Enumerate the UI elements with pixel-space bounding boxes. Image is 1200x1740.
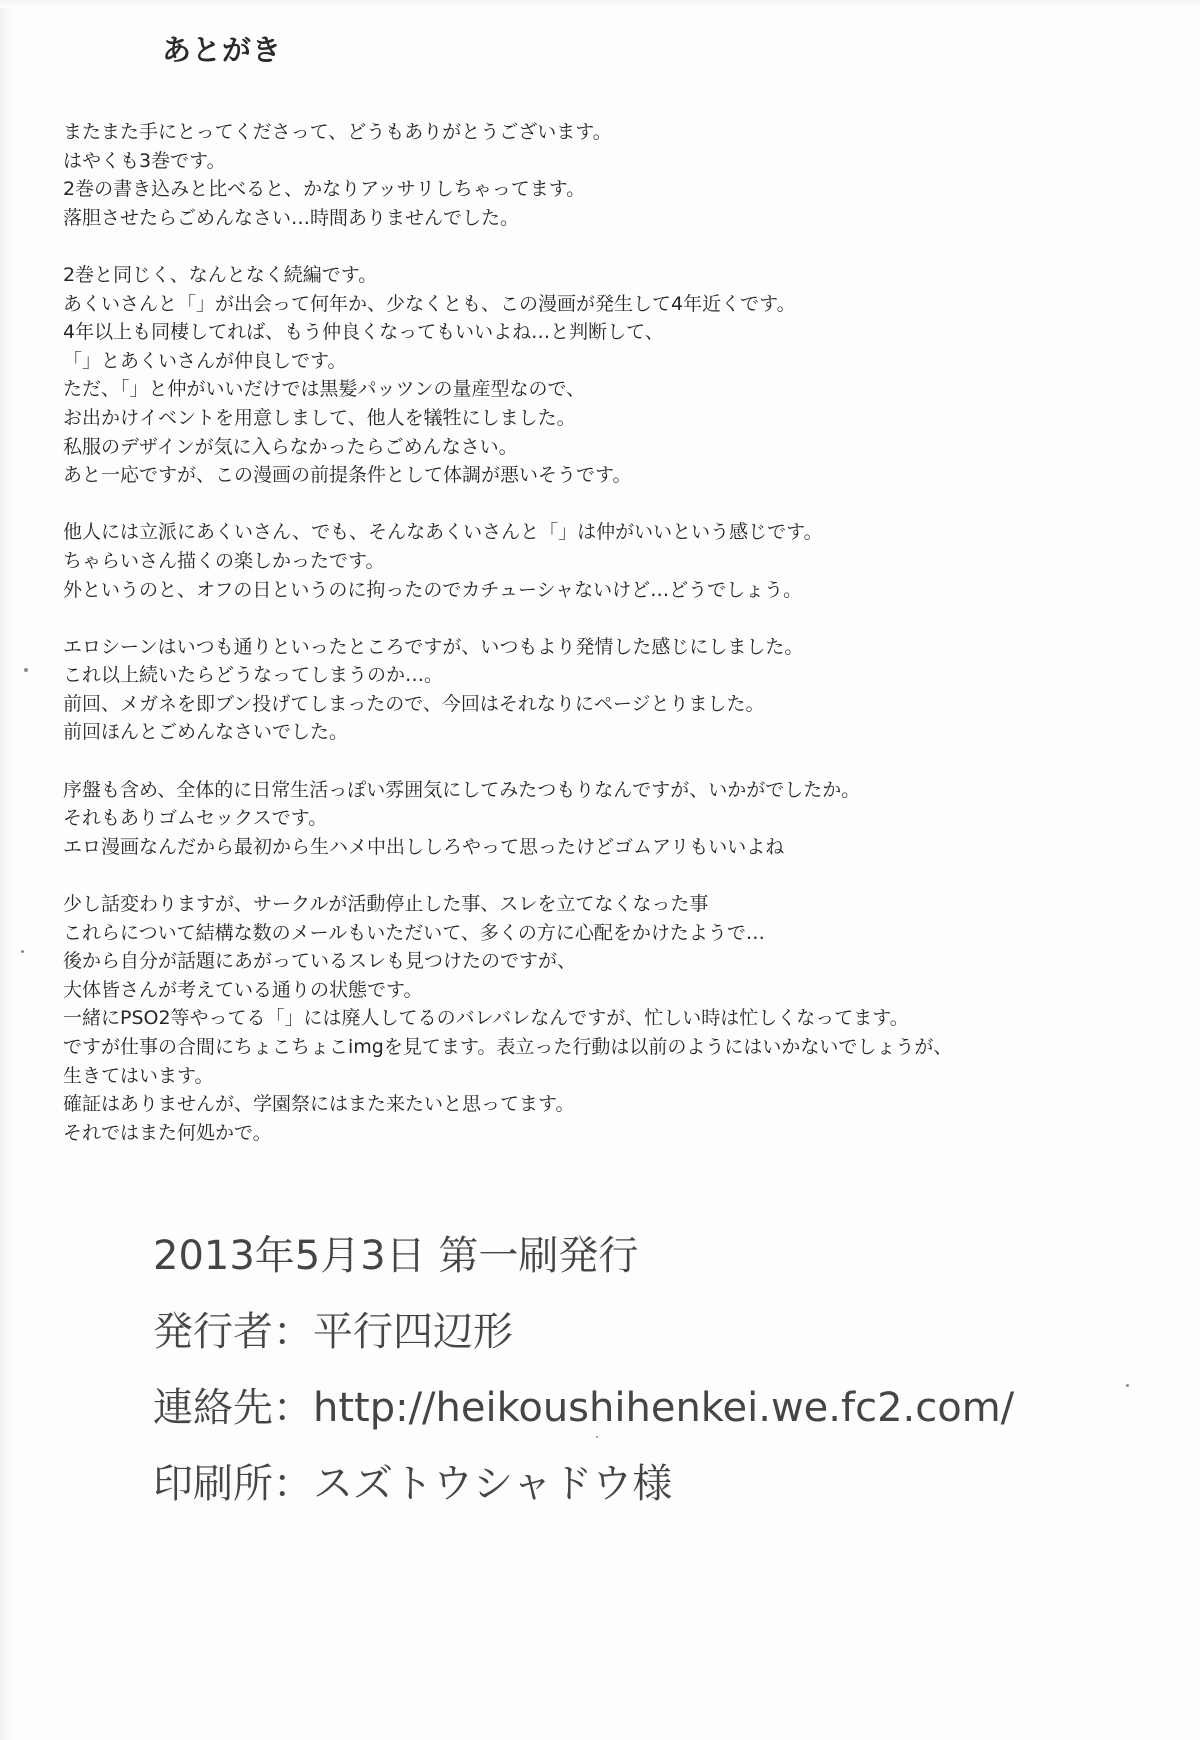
paragraph-5 [63,776,1173,862]
paragraph-1 [63,118,1173,232]
paragraph-3 [63,518,1173,604]
text-line: エロ漫画なんだから最初から生ハメ中出ししろやって思ったけどゴムアリもいいよね [63,835,785,858]
afterword-title: あとがき [162,33,283,67]
text-line: 後から自分が話題にあがっているスレも見つけたのですが、 [63,950,577,973]
text-line: 私服のデザインが気に入らなかったらごめんなさい。 [63,435,518,458]
scan-shadow-top [0,0,1200,8]
text-line: 少し話変わりますが、サークルが活動停止した事、スレを立てなくなった事 [63,893,709,916]
text-line: 生きてはいます。 [63,1064,214,1087]
text-line: 序盤も含め、全体的に日常生活っぽい雰囲気にしてみたつもりなんですが、いかがでしたか。 [63,778,861,801]
text-line: またまた手にとってくださって、どうもありがとうございます。 [63,121,612,143]
text-line: 一緒にPSO2等やってる「」には廃人してるのバレバレなんですが、忙しい時は忙しくなってます。 [63,1007,909,1030]
issue-date: 2013年5月3日 第一刷発行 [153,1233,639,1279]
scan-speck [21,950,24,953]
text-line: 前回ほんとごめんなさいでした。 [63,721,349,744]
text-line: あくいさんと「」が出会って何年か、少なくとも、この漫画が発生して4年近くです。 [63,292,796,315]
scan-speck [24,668,28,672]
text-line: 4年以上も同棲してれば、もう仲良くなってもいいよね…と判断して、 [63,321,664,344]
scan-shadow-left [0,0,14,1740]
scan-speck [596,1436,598,1438]
text-line: ですが仕事の合間にちょこちょこimgを見てます。表立った行動は以前のようにはいかないでしょうが、 [63,1036,953,1058]
text-line: 他人には立派にあくいさん、でも、そんなあくいさんと「」は仲がいいという感じです。 [63,521,823,544]
text-line: 落胆させたらごめんなさい…時間ありませんでした。 [63,206,520,229]
text-line: お出かけイベントを用意しまして、他人を犠牲にしました。 [63,406,576,429]
text-line: ちゃらいさん描くの楽しかったです。 [63,549,385,572]
text-line: 大体皆さんが考えている通りの状態です。 [63,978,423,1001]
text-line: これらについて結構な数のメールもいただいて、多くの方に心配をかけたようで… [63,921,765,944]
text-line: 外というのと、オフの日というのに拘ったのでカチューシャないけど…どうでしょう。 [63,578,803,601]
colophon [153,1218,1153,1522]
text-line: エロシーンはいつも通りといったところですが、いつもより発情した感じにしました。 [63,635,804,658]
text-line: 確証はありませんが、学園祭にはまた来たいと思ってます。 [63,1093,575,1116]
text-line: 2巻と同じく、なんとなく続編です。 [63,263,378,286]
text-line: 「」とあくいさんが仲良しです。 [63,349,347,372]
afterword-body [63,118,1173,1176]
text-line: ただ、「」と仲がいいだけでは黒髪パッツンの量産型なので、 [63,378,586,401]
text-line: それではまた何処かで。 [63,1121,272,1144]
paragraph-4 [63,633,1173,747]
contact-url: 連絡先：http://heikoushihenkei.we.fc2.com/ [153,1385,1015,1431]
text-line: これ以上続いたらどうなってしまうのか…。 [63,664,444,687]
text-line: それもありゴムセックスです。 [63,807,328,830]
text-line: あと一応ですが、この漫画の前提条件として体調が悪いそうです。 [63,464,632,487]
text-line: 前回、メガネを即ブン投げてしまったので、今回はそれなりにページとりました。 [63,692,765,715]
scan-speck [1126,1384,1129,1387]
paragraph-6 [63,890,1173,1147]
paragraph-2 [63,261,1173,490]
text-line: はやくも3巻です。 [63,149,226,172]
text-line: 2巻の書き込みと比べると、かなりアッサリしちゃってます。 [63,178,586,201]
printer: 印刷所：スズトウシャドウ様 [153,1461,673,1507]
publisher: 発行者：平行四辺形 [153,1309,513,1355]
